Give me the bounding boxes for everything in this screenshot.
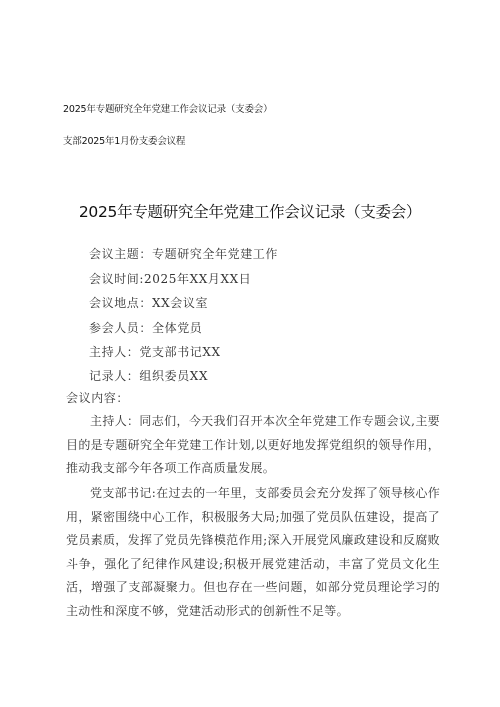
content-paragraph-secretary: 党支部书记:在过去的一年里，支部委员会充分发挥了领导核心作用，紧密围绕中心工作，积极服务大局;加强了党员队伍建设，提高了党员素质，发挥了党员先锋模范作用;深入开展党风廉政建设和反腐败斗争，强化了纪律作风建设;积极开展党建活动，丰富了党员文化生活，增强了支部凝聚力。但也存在一些问题，如部分党员理论学习的主动性和深度不够，党建活动形式的创新性不足等。 (66, 486, 440, 618)
header-line-agenda: 支部2025年1月份支委会议程 (63, 136, 186, 147)
meeting-host: 主持人：党支部书记XX (89, 345, 221, 359)
header-line-title: 2025年专题研究全年党建工作会议记录（支委会） (63, 104, 273, 115)
meeting-content-label: 会议内容： (66, 391, 130, 405)
meeting-recorder: 记录人：组织委员XX (89, 369, 209, 383)
document-title: 2025年专题研究全年党建工作会议记录（支委会） (78, 203, 422, 221)
content-paragraph-host: 主持人：同志们，今天我们召开本次全年党建工作专题会议,主要目的是专题研究全年党建工作计划,以更好地发挥党组织的领导作用，推动我支部今年各项工作高质量发展。 (66, 414, 440, 475)
meeting-theme: 会议主题：专题研究全年党建工作 (89, 247, 279, 261)
meeting-time: 会议时间:2025年XX月XX日 (89, 272, 252, 286)
meeting-location: 会议地点：XX会议室 (89, 296, 209, 310)
meeting-attendees: 参会人员：全体党员 (89, 321, 203, 335)
